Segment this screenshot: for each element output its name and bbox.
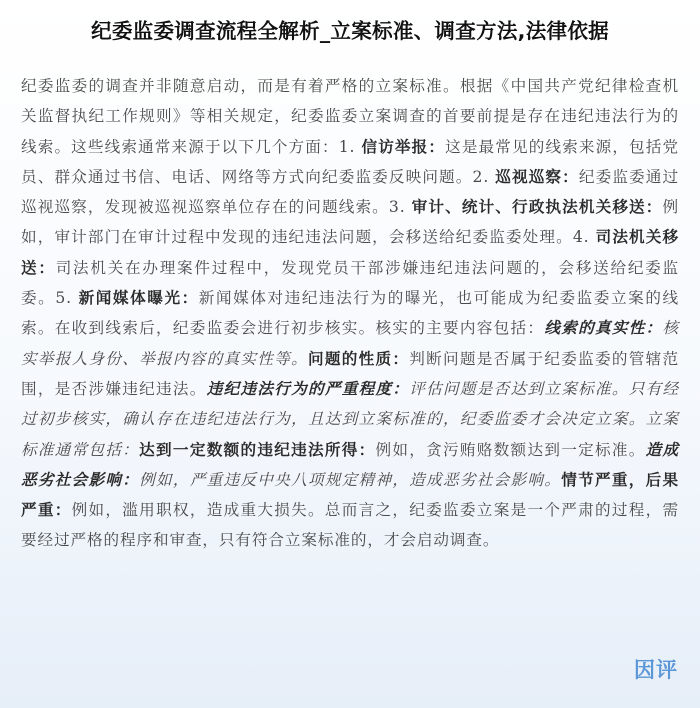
standard-heading-amount: 达到一定数额的违纪违法所得： (139, 439, 376, 459)
source-text-petition: 这是最常见的线索来源，包括党员、群众通过书信、电话、网络等方式向纪委监委反映问题。2. (21, 137, 679, 186)
source-heading-judicial: 司法机关移送： (21, 227, 679, 277)
standard-heading-severe: 情节严重，后果严重： (21, 469, 679, 520)
check-heading-authenticity: 线索的真实性： (544, 318, 663, 338)
article-body (21, 71, 679, 556)
check-text-severity: 评估问题是否达到立案标准。只有经过初步核实，确认存在违纪违法行为，且达到立案标准的，纪委监委才会决定立案。立案标准通常包括： (21, 379, 679, 459)
source-text-audit: 例如，审计部门在审计过程中发现的违纪违法问题，会移送给纪委监委处理。4. (21, 198, 679, 247)
page-title: 纪委监委调查流程全解析_立案标准、调查方法,法律依据 (91, 19, 609, 43)
source-text-inspection: 纪委监委通过巡视巡察，发现被巡视巡察单位存在的问题线索。3. (21, 167, 679, 217)
check-heading-severity: 违纪违法行为的严重程度： (206, 378, 410, 398)
source-heading-petition: 信访举报： (361, 136, 446, 156)
source-text-media: 新闻媒体对违纪违法行为的曝光，也可能成为纪委监委立案的线索。在收到线索后，纪委监委会进行初步核实。核实的主要内容包括： (21, 289, 679, 338)
brand-logo: 因评 (634, 658, 678, 682)
source-text-judicial: 司法机关在办理案件过程中，发现党员干部涉嫌违纪违法问题的，会移送给纪委监委。5. (21, 258, 679, 308)
check-text-nature: 判断问题是否属于纪委监委的管辖范围，是否涉嫌违纪违法。 (21, 349, 679, 398)
standard-text-severe: 例如，滥用职权，造成重大损失。总而言之，纪委监委立案是一个严肃的过程，需要经过严格的程序和审查，只有符合立案标准的，才会启动调查。 (21, 501, 680, 550)
standard-text-amount: 例如，贪污贿赂数额达到一定标准。 (375, 440, 646, 459)
check-text-authenticity: 核实举报人身份、举报内容的真实性等。 (21, 319, 679, 368)
standard-text-impact: 例如，严重违反中央八项规定精神，造成恶劣社会影响。 (139, 470, 562, 489)
source-heading-audit: 审计、统计、行政执法机关移送： (411, 197, 663, 217)
source-heading-inspection: 巡视巡察： (495, 166, 579, 186)
intro-text: 纪委监委的调查并非随意启动，而是有着严格的立案标准。根据《中国共产党纪律检查机关监督执纪工作规则》等相关规定，纪委监委立案调查的首要前提是存在违纪违法行为的线索。这些线索通常来源于以下几个方面：1. (21, 77, 679, 156)
check-heading-nature: 问题的性质： (307, 348, 410, 368)
source-heading-media: 新闻媒体曝光： (78, 288, 199, 308)
standard-heading-impact: 造成恶劣社会影响： (21, 439, 679, 489)
